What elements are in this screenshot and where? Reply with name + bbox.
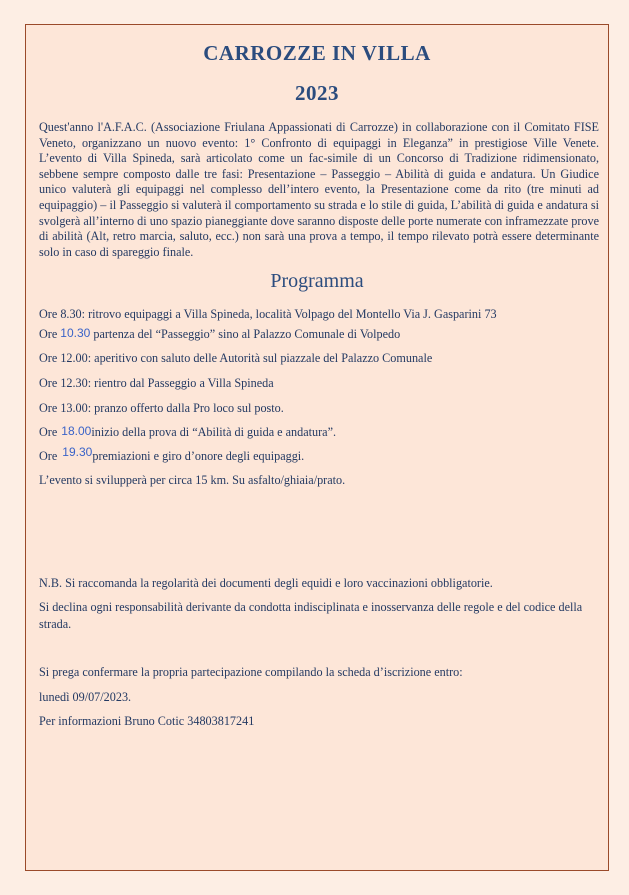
programma-heading: Programma xyxy=(270,270,364,292)
schedule-prefix: Ore xyxy=(39,449,58,463)
disclaimer-note: Si declina ogni responsabilità derivante da condotta indisciplinata e inosservanza delle regole e del codice della strada. xyxy=(39,600,583,631)
schedule-prefix: Ore 12.00: xyxy=(39,351,92,365)
schedule-item xyxy=(39,327,400,342)
schedule-item xyxy=(39,376,274,391)
deadline-date: lunedì 09/07/2023. xyxy=(39,690,132,704)
route-info: L’evento si svilupperà per circa 15 km. Su asfalto/ghiaia/prato. xyxy=(39,473,346,487)
schedule-prefix: Ore 12.30: xyxy=(39,376,92,390)
handwritten-time: 19.30 xyxy=(62,445,93,459)
schedule-prefix: Ore 8.30: xyxy=(39,307,86,321)
schedule-text: pranzo offerto dalla Pro loco sul posto. xyxy=(91,401,284,415)
handwritten-time: 18.00 xyxy=(61,424,92,438)
document-year: 2023 xyxy=(295,81,339,105)
schedule-item xyxy=(39,445,305,464)
schedule-item xyxy=(39,425,336,440)
schedule-prefix: Ore xyxy=(39,327,58,341)
contact-info: Per informazioni Bruno Cotic 34803817241 xyxy=(39,714,255,728)
schedule-prefix: Ore xyxy=(39,425,58,439)
schedule-text: premiazioni e giro d’onore degli equipaggi. xyxy=(89,449,305,463)
confirm-note: Si prega confermare la propria partecipazione compilando la scheda d’iscrizione entro: xyxy=(39,665,463,679)
schedule-item xyxy=(39,307,497,322)
document-page xyxy=(25,24,609,871)
nb-note: N.B. Si raccomanda la regolarità dei documenti degli equidi e loro vaccinazioni obbligatorie. xyxy=(39,576,493,590)
schedule-prefix: Ore 13.00: xyxy=(39,401,92,415)
schedule-item xyxy=(39,401,284,416)
schedule-text: aperitivo con saluto delle Autorità sul piazzale del Palazzo Comunale xyxy=(91,351,433,365)
schedule-text: ritrovo equipaggi a Villa Spineda, località Volpago del Montello Via J. Gasparini 73 xyxy=(85,307,497,321)
intro-paragraph: Quest'anno l'A.F.A.C. (Associazione Friulana Appassionati di Carrozze) in collaborazione con il Comitato FISE Veneto, organizzano un nuovo evento: 1° Confronto di equipaggi in Eleganza” in prestigiose Ville Venete. L’evento di Villa Spineda, sarà articolato come un fac-simile di un Concorso di Tradizione ridimensionato, sebbene sempre composto dalle tre fasi: Presentazione – Passeggio – Abilità di guida e andatura. Un Giudice unico valuterà gli equipaggi nel complesso dell’intero evento, la Presentazione come da rito (tre minuti ad equipaggio) – il Passeggio si valuterà il comportamento su strada e lo stile di guida, L’abilità di guida e andatura si svolgerà all’interno di uno spazio pianeggiante dove saranno disposte delle porte numerate con inframezzate prove di abilità (Alt, retro marcia, saluto, ecc.) non sarà una prova a tempo, il tempo rilevato potrà essere determinante solo in caso di spareggio finale. xyxy=(39,120,599,259)
schedule-text: partenza del “Passeggio” sino al Palazzo Comunale di Volpedo xyxy=(90,327,401,341)
schedule-text: inizio della prova di “Abilità di guida e andatura”. xyxy=(88,425,337,439)
document-title: CARROZZE IN VILLA xyxy=(203,41,431,65)
schedule-text: rientro dal Passeggio a Villa Spineda xyxy=(91,376,274,390)
schedule-item xyxy=(39,351,432,366)
handwritten-time: 10.30 xyxy=(60,326,91,340)
